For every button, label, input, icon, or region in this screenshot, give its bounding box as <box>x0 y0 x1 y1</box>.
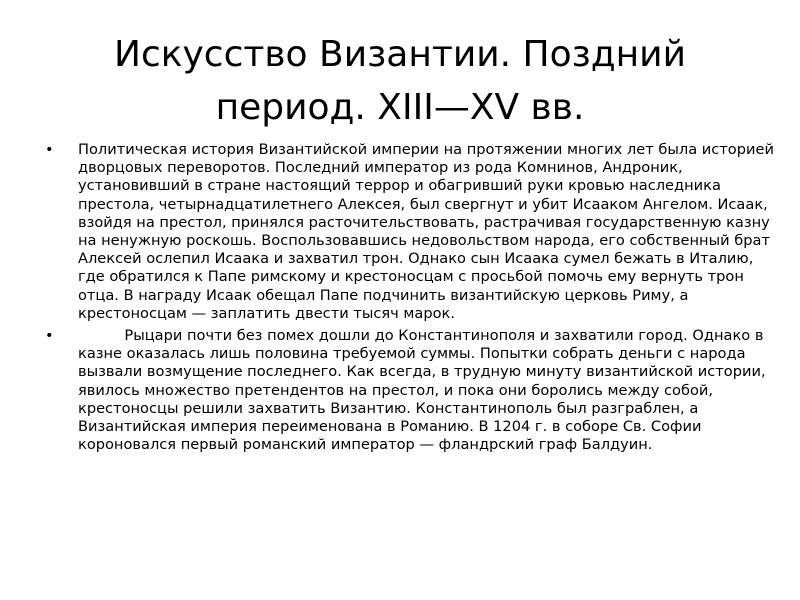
title-line-1: Искусство Византии. Поздний <box>114 34 686 75</box>
bullet-text: Рыцари почти без помех дошли до Константинополя и захватили город. Однако в казне оказалась лишь половина требуемой суммы. Попытки собрать деньги с народа вызвали возмущение последнего. Как всегда, в трудную минуту византийской истории, явилось множество претендентов на престол, и пока они боролись между собой, крестоносцы решили захватить Византию. Константинополь был разграблен, а Византийская империя переименована в Романию. В 1204 г. в соборе Св. Софии короновался первый романский император — фландрский граф Балдуин. <box>78 327 771 454</box>
bullet-item <box>40 327 780 454</box>
bullet-marker: • <box>45 141 54 158</box>
bullet-item <box>40 141 780 323</box>
bullet-list <box>40 141 780 458</box>
bullet-marker: • <box>45 327 54 345</box>
bullet-text: Политическая история Византийской империи на протяжении многих лет была историей дворцовых переворотов. Последний император из рода Комнинов, Андроник, установивший в стране настоящий террор и обагривший руки кровью наследника престола, четырнадцатилетнего Алексея, был свергнут и убит Исааком Ангелом. Исаак, взойдя на престол, принялся расточительствовать, растрачивая государственную казну на ненужную роскошь. Воспользовавшись недовольством народа, его собственный брат Алексей ослепил Исаака и захватил трон. Однако сын Исаака сумел бежать в Италию, где обратился к Папе римскому и крестоносцам с просьбой помочь ему вернуть трон отца. В награду Исаак обещал Папе подчинить византийскую церковь Риму, а крестоносцам — заплатить двести тысяч марок. <box>78 141 779 322</box>
slide-title <box>40 28 760 134</box>
title-line-2: период. XIII—XV вв. <box>215 87 585 128</box>
